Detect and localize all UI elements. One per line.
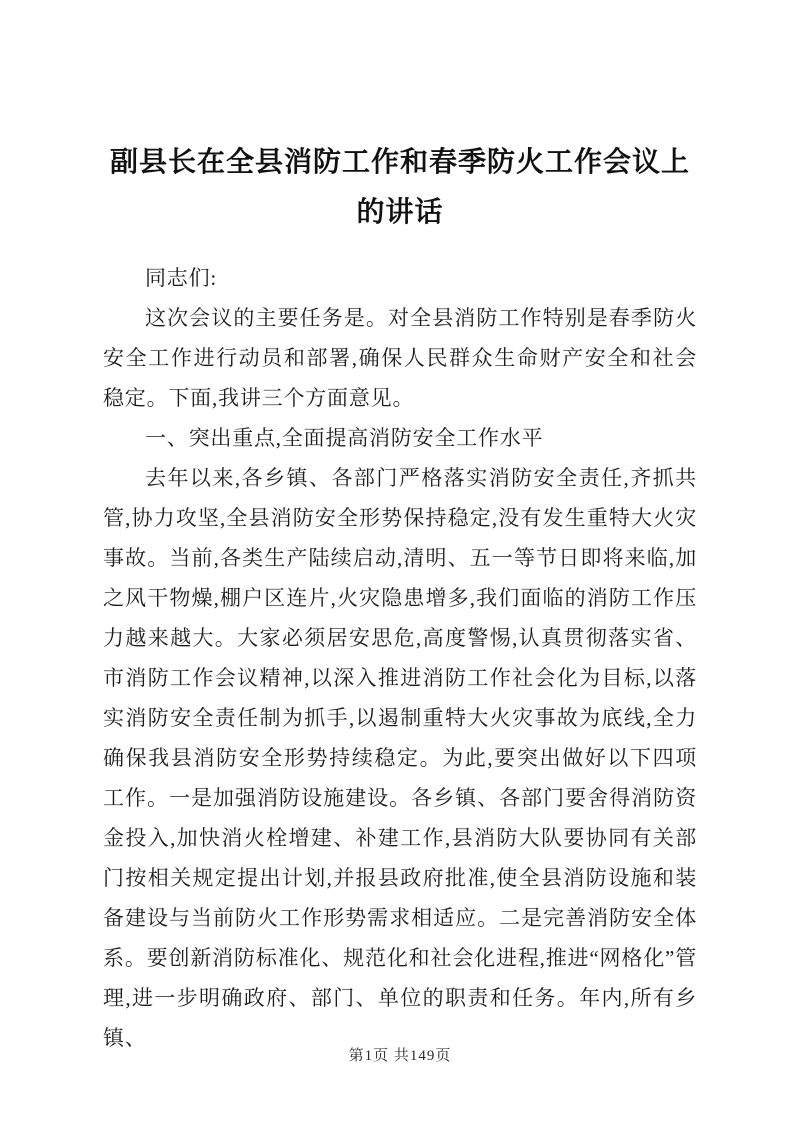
page-number: 第1页 共149页 xyxy=(348,1048,452,1064)
paragraph-section-heading: 一、突出重点,全面提高消防安全工作水平 xyxy=(145,426,544,450)
document-body xyxy=(103,258,697,1058)
page-footer xyxy=(0,1044,800,1065)
paragraph-intro: 这次会议的主要任务是。对全县消防工作特别是春季防火安全工作进行动员和部署,确保人民群众生命财产安全和社会稳定。下面,我讲三个方面意见。 xyxy=(103,306,697,410)
paragraph-greeting: 同志们: xyxy=(145,266,218,290)
document-title: 副县长在全县消防工作和春季防火工作会议上的讲话 xyxy=(109,147,690,228)
paragraph-section-body: 去年以来,各乡镇、各部门严格落实消防安全责任,齐抓共管,协力攻坚,全县消防安全形势保持稳定,没有发生重特大火灾事故。当前,各类生产陆续启动,清明、五一等节日即将来临,加之风干物燥,棚户区连片,火灾隐患增多,我们面临的消防工作压力越来越大。大家必须居安思危,高度警惕,认真贯彻落实省、市消防工作会议精神,以深入推进消防工作社会化为目标,以落实消防安全责任制为抓手,以遏制重特大火灾事故为底线,全力确保我县消防安全形势持续稳定。为此,要突出做好以下四项工作。一是加强消防设施建设。各乡镇、各部门要舍得消防资金投入,加快消火栓增建、补建工作,县消防大队要协同有关部门按相关规定提出计划,并报县政府批准,使全县消防设施和装备建设与当前防火工作形势需求相适应。二是完善消防安全体系。要创新消防标准化、规范化和社会化进程,推进“网格化”管理,进一步明确政府、部门、单位的职责和任务。年内,所有乡镇、 xyxy=(103,466,697,1050)
